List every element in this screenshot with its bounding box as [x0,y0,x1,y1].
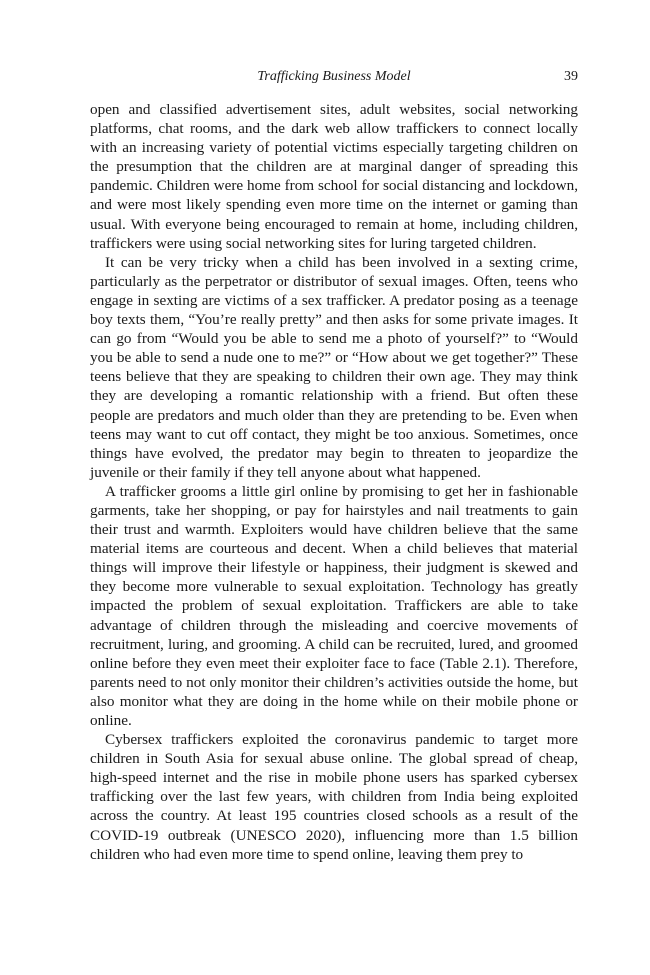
paragraph-4: Cybersex traffickers exploited the coronavirus pandemic to target more children in South Asia for sexual abuse online. The global spread of cheap, high-speed internet and the rise in mobile phone users has sparked cybersex trafficking over the last few years, with children from India being exploited across the country. At least 195 countries closed schools as a result of the COVID-19 outbreak (UNESCO 2020), influencing more than 1.5 billion children who had even more time to spend online, leaving them prey to [90,731,578,863]
paragraph-2: It can be very tricky when a child has been involved in a sexting crime, particularly as the perpetrator or distributor of sexual images. Often, teens who engage in sexting are victims of a sex trafficker. A predator posing as a teenage boy texts them, “You’re really pretty” and then asks for some private images. It can go from “Would you be able to send me a photo of yourself?” to “Would you be able to send a nude one to me?” or “How about we get together?” These teens believe that they are speaking to children their own age. They may think they are developing a romantic relationship with a friend. But often these people are predators and much older than they are pretending to be. Even when teens may want to cut off contact, they might be too anxious. Sometimes, once things have evolved, the predator may begin to threaten to jeopardize the juvenile or their family if they tell anyone about what happened. [90,253,578,481]
body-text [90,100,578,864]
running-header [90,66,578,88]
paragraph-1: open and classified advertisement sites, adult websites, social networking platforms, chat rooms, and the dark web allow traffickers to connect locally with an increasing variety of potential victims especially targeting children on the presumption that the children are at marginal danger of spreading this pandemic. Children were home from school for social distancing and lockdown, and were most likely spending even more time on the internet or gaming than usual. With everyone being encouraged to remain at home, including children, traffickers were using social networking sites for luring targeted children. [90,101,578,252]
paragraph-3: A trafficker grooms a little girl online by promising to get her in fashionable garments, take her shopping, or pay for hairstyles and nail treatments to gain their trust and warmth. Exploiters would have children believe that the same material items are courteous and decent. When a child believes that material things will improve their lifestyle or happiness, their judgment is skewed and they become more vulnerable to sexual exploitation. Technology has greatly impacted the problem of sexual exploitation. Traffickers are able to take advantage of children through the misleading and coercive movements of recruitment, luring, and grooming. A child can be recruited, lured, and groomed online before they even meet their exploiter face to face (Table 2.1). Therefore, parents need to not only monitor their children’s activities outside the home, but also monitor what they are doing in the home while on their mobile phone or online. [90,482,578,729]
running-title: Trafficking Business Model [257,69,411,84]
page-number: 39 [564,69,578,84]
